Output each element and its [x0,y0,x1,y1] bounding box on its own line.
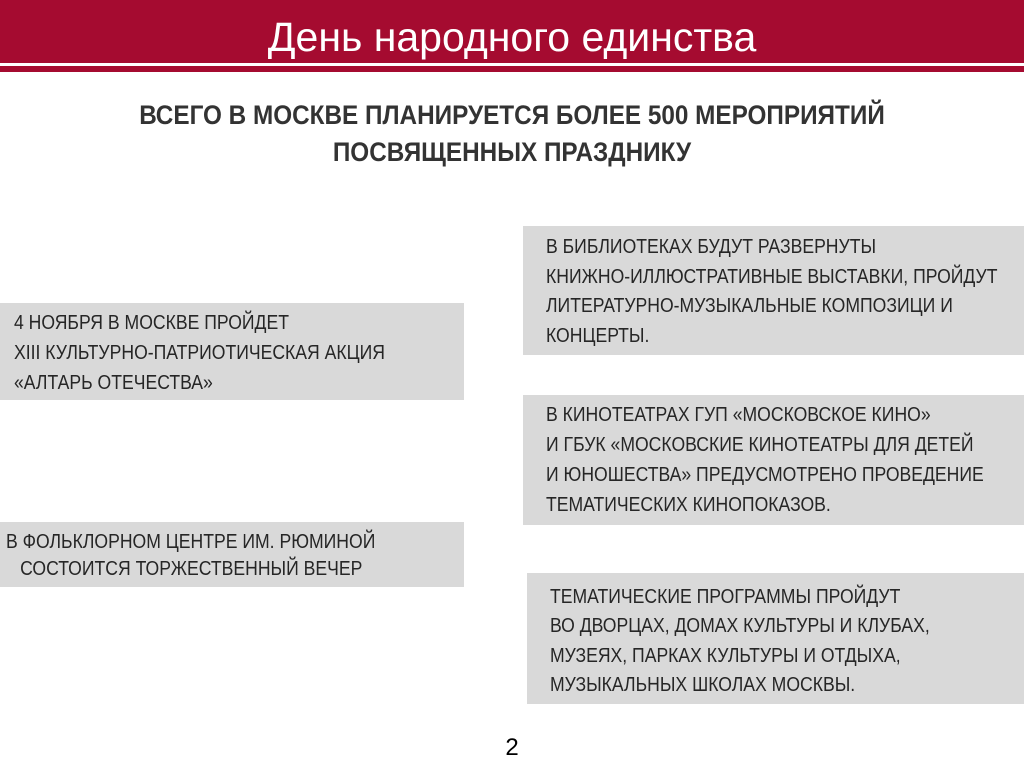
box-text-line: МУЗЫКАЛЬНЫХ ШКОЛАХ МОСКВЫ. [550,673,856,696]
programs-event-box [527,573,1024,704]
box-text-line: ТЕМАТИЧЕСКИХ КИНОПОКАЗОВ. [546,494,831,516]
libraries-event-box [523,226,1024,355]
box-text-line: XIII КУЛЬТУРНО-ПАТРИОТИЧЕСКАЯ АКЦИЯ [14,342,386,364]
box-text-line: В ФОЛЬКЛОРНОМ ЦЕНТРЕ ИМ. РЮМИНОЙ [6,531,376,553]
subtitle-line-1: ВСЕГО В МОСКВЕ ПЛАНИРУЕТСЯ БОЛЕЕ 500 МЕРОПРИЯТИЙ [139,100,885,130]
altar-event-box [0,303,464,400]
box-text-line: ЛИТЕРАТУРНО-МУЗЫКАЛЬНЫЕ КОМПОЗИЦИ И [546,295,953,317]
box-text-line: КОНЦЕРТЫ. [546,324,650,347]
box-text-line: И ГБУК «МОСКОВСКИЕ КИНОТЕАТРЫ ДЛЯ ДЕТЕЙ [546,434,974,456]
cinemas-event-box [523,395,1024,525]
header-band [0,0,1024,63]
box-text-line: В БИБЛИОТЕКАХ БУДУТ РАЗВЕРНУТЫ [546,236,877,258]
box-text-line: В КИНОТЕАТРАХ ГУП «МОСКОВСКОЕ КИНО» [546,404,931,426]
box-text-line: ВО ДВОРЦАХ, ДОМАХ КУЛЬТУРЫ И КЛУБАХ, [550,615,930,638]
box-text-line: ТЕМАТИЧЕСКИЕ ПРОГРАММЫ ПРОЙДУТ [550,586,901,608]
box-text-line: И ЮНОШЕСТВА» ПРЕДУСМОТРЕНО ПРОВЕДЕНИЕ [546,464,984,486]
header-rule [0,66,1024,72]
box-text-line: «АЛТАРЬ ОТЕЧЕСТВА» [14,372,213,394]
page-number: 2 [505,734,519,761]
box-text-line: МУЗЕЯХ, ПАРКАХ КУЛЬТУРЫ И ОТДЫХА, [550,644,901,667]
box-text-line: СОСТОИТСЯ ТОРЖЕСТВЕННЫЙ ВЕЧЕР [20,558,363,580]
box-text-line: КНИЖНО-ИЛЛЮСТРАТИВНЫЕ ВЫСТАВКИ, ПРОЙДУТ [546,265,998,288]
subtitle-line-2: ПОСВЯЩЕННЫХ ПРАЗДНИКУ [332,137,692,167]
slide-title: День народного единства [267,14,757,60]
folklore-event-box [0,522,464,587]
box-text-line: 4 НОЯБРЯ В МОСКВЕ ПРОЙДЕТ [14,312,289,334]
